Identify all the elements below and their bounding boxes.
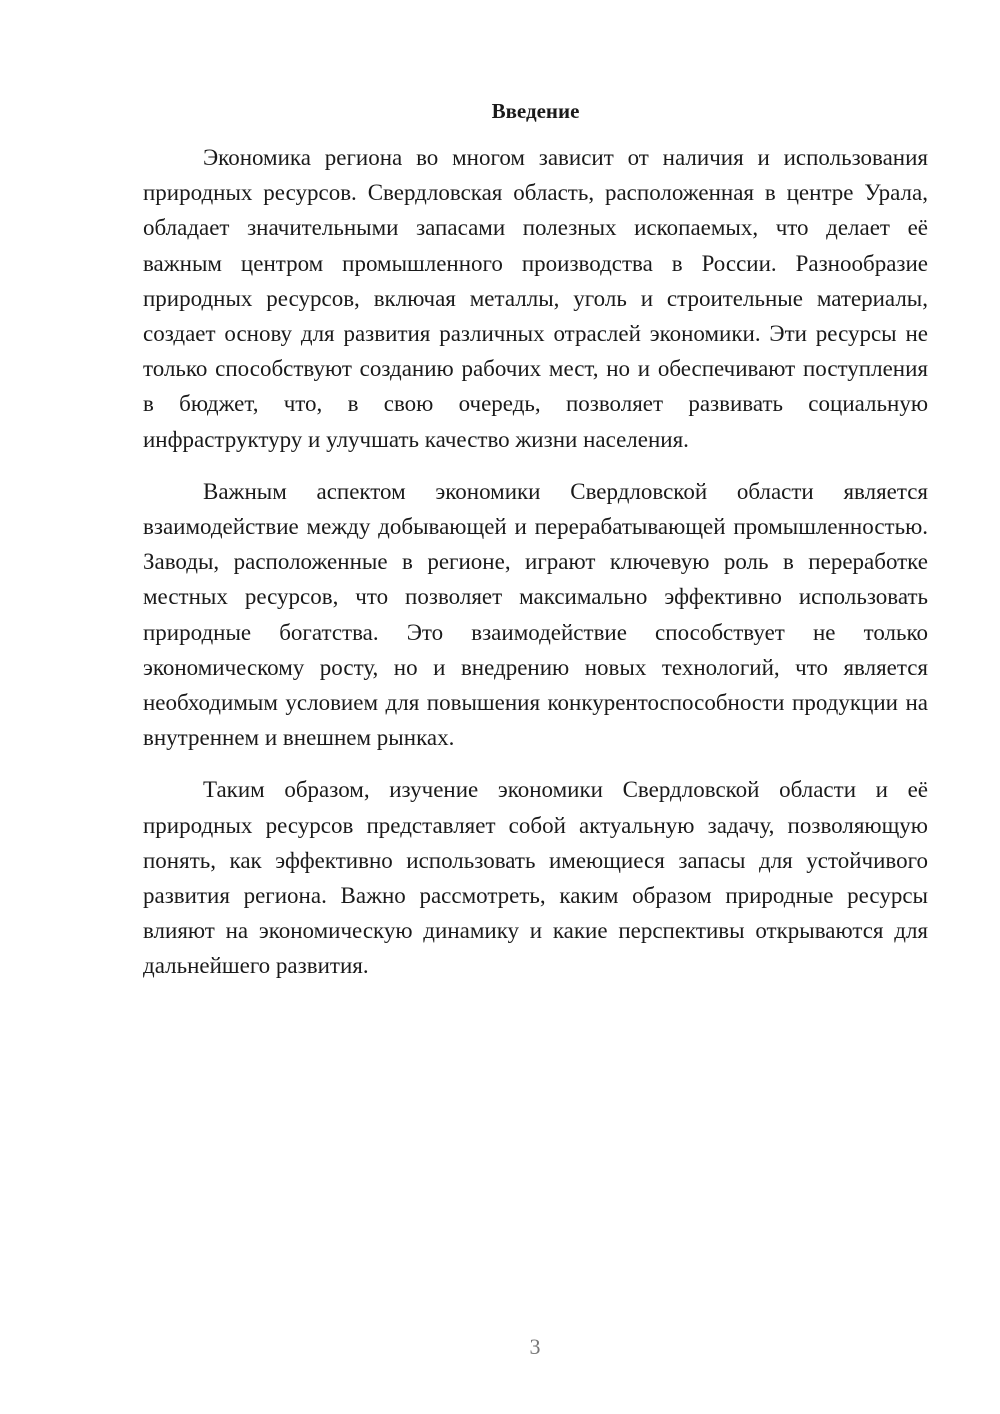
page-content bbox=[143, 96, 928, 984]
paragraph-1: Экономика региона во многом зависит от наличия и использования природных ресурсов. Свердловская область, расположенная в центре Урала, обладает значительными запасами полезных ископаемых, что делает её важным центром промышленного производства в России. Разнообразие природных ресурсов, включая металлы, уголь и строительные материалы, создает основу для развития различных отраслей экономики. Эти ресурсы не только способствуют созданию рабочих мест, но и обеспечивают поступления в бюджет, что, в свою очередь, позволяет развивать социальную инфраструктуру и улучшать качество жизни населения. bbox=[143, 145, 928, 452]
paragraph-2: Важным аспектом экономики Свердловской области является взаимодействие между добывающей и перерабатывающей промышленностью. Заводы, расположенные в регионе, играют ключевую роль в переработке местных ресурсов, что позволяет максимально эффективно использовать природные богатства. Это взаимодействие способствует не только экономическому росту, но и внедрению новых технологий, что является необходимым условием для повышения конкурентоспособности продукции на внутреннем и внешнем рынках. bbox=[143, 478, 928, 751]
page-number: 3 bbox=[529, 1334, 541, 1359]
section-title: Введение bbox=[491, 99, 580, 123]
paragraph-3: Таким образом, изучение экономики Свердловской области и её природных ресурсов представляет собой актуальную задачу, позволяющую понять, как эффективно использовать имеющиеся запасы для устойчивого развития региона. Важно рассмотреть, каким образом природные ресурсы влияют на экономическую динамику и какие перспективы открываются для дальнейшего развития. bbox=[143, 777, 928, 979]
